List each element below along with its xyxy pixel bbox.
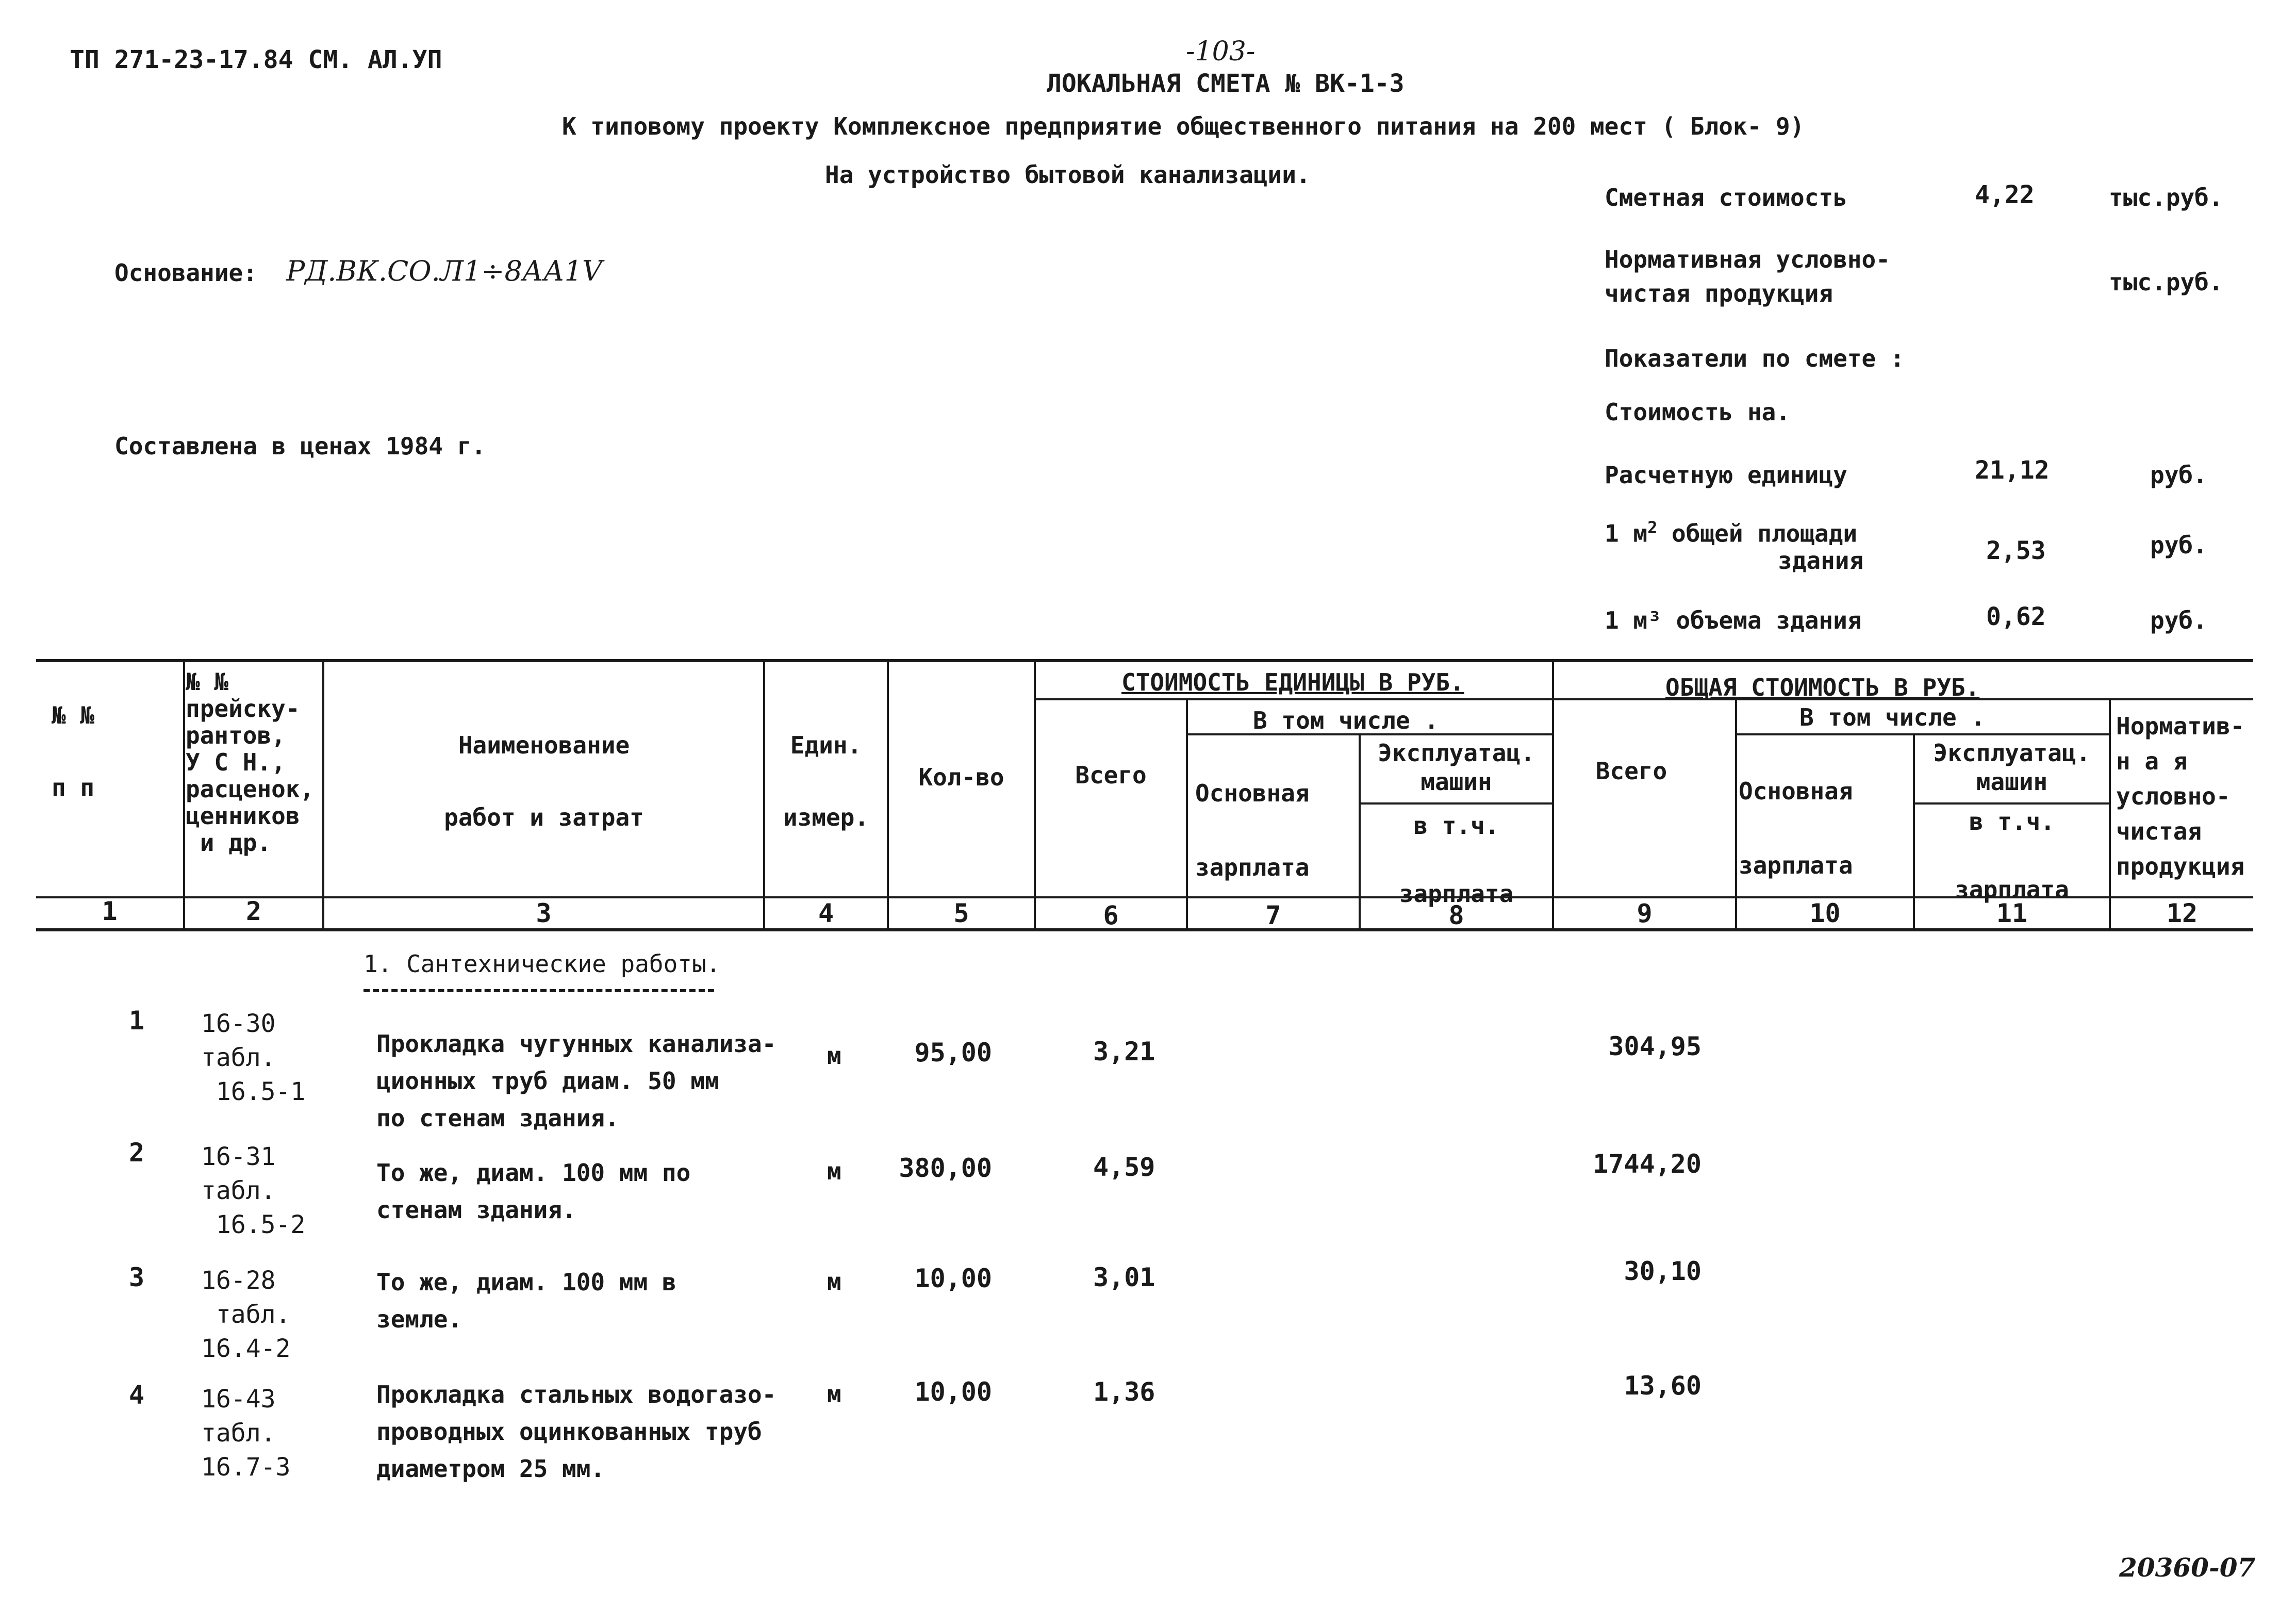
header-unit-total: Всего — [1075, 761, 1147, 789]
row-total: 13,60 — [1624, 1371, 1702, 1401]
row-pricelist-code: 16-28 табл. 16.4-2 — [201, 1266, 291, 1363]
per-unit-unit: руб. — [2150, 461, 2207, 489]
column-number: 5 — [953, 898, 969, 928]
estimated-cost-label: Сметная стоимость — [1605, 184, 1847, 211]
header-unit-machine-salary: в т.ч. зарплата — [1399, 812, 1514, 908]
total-cost-including-header: В том числе . — [1799, 703, 1986, 731]
table-rule — [1034, 698, 2253, 700]
document-subtitle: К типовому проекту Комплексное предприятие общественного питания на 200 мест ( Блок- 9) — [562, 112, 1805, 140]
row-unit-total: 4,59 — [1093, 1152, 1155, 1182]
table-column-rule — [2109, 699, 2111, 929]
column-number: 7 — [1265, 900, 1281, 930]
row-unit-total: 3,01 — [1093, 1262, 1155, 1292]
unit-cost-including-header: В том числе . — [1253, 707, 1439, 734]
header-pricelist: № № прейску- рантов, У С Н., расценок, ценников и др. — [186, 668, 315, 857]
column-number: 9 — [1637, 898, 1653, 928]
estimated-cost-unit: тыс.руб. — [2109, 184, 2223, 211]
row-number: 1 — [129, 1006, 145, 1036]
row-total: 1744,20 — [1593, 1149, 1702, 1179]
header-total-machine-salary: в т.ч. зарплата — [1955, 808, 2069, 904]
row-quantity: 10,00 — [914, 1264, 992, 1293]
unit-cost-group-header: СТОИМОСТЬ ЕДИНИЦЫ В РУБ. — [1121, 668, 1464, 696]
header-quantity: Кол-во — [918, 763, 1004, 791]
row-unit: м — [827, 1380, 841, 1408]
table-rule — [1359, 802, 1552, 805]
table-column-rule — [887, 661, 889, 929]
column-number: 11 — [1996, 898, 2028, 928]
column-number: 12 — [2166, 898, 2198, 928]
table-column-rule — [183, 661, 185, 929]
header-row-number: № № п п — [52, 701, 95, 801]
row-unit-total: 3,21 — [1093, 1037, 1155, 1066]
per-volume-label: 1 м³ объема здания — [1605, 606, 1862, 634]
header-total: Всего — [1595, 757, 1667, 785]
row-work-name: Прокладка стальных водогазо- проводных оцинкованных труб диаметром 25 мм. — [376, 1381, 777, 1483]
archive-stamp: 20360-07 — [2119, 1552, 2256, 1583]
per-area-label: 1 $м^2$ общей площади — [1605, 518, 1858, 548]
header-unit-machine-operation: Эксплуатац. машин — [1378, 739, 1535, 796]
section-title: 1. Сантехнические работы. — [364, 950, 721, 978]
header-total-base-salary: Основная зарплата — [1739, 777, 1853, 879]
header-normative-product: Норматив- н а я условно- чистая продукция — [2116, 712, 2245, 880]
table-column-rule — [1186, 699, 1188, 929]
row-quantity: 380,00 — [899, 1153, 992, 1183]
row-unit: м — [827, 1157, 841, 1185]
row-work-name: То же, диам. 100 мм по стенам здания. — [376, 1159, 691, 1224]
row-number: 3 — [129, 1262, 145, 1292]
document-title: ЛОКАЛЬНАЯ СМЕТА № ВК-1-3 — [1047, 69, 1405, 98]
table-rule — [1735, 733, 2109, 735]
row-work-name: Прокладка чугунных канализа- ционных труб диам. 50 мм по стенам здания. — [376, 1030, 777, 1132]
row-quantity: 95,00 — [914, 1038, 992, 1068]
page-number: -103- — [1186, 36, 1256, 67]
per-unit-label: Расчетную единицу — [1605, 461, 1847, 489]
section-title-underline — [364, 989, 714, 992]
per-area-label-2: здания — [1778, 547, 1864, 575]
row-unit-total: 1,36 — [1093, 1377, 1155, 1407]
per-unit-value: 21,12 — [1975, 456, 2050, 485]
basis-value: РД.ВК.СО.Л1÷8АА1V — [286, 255, 602, 287]
estimated-cost-value: 4,22 — [1975, 181, 2035, 209]
cost-per-label: Стоимость на. — [1605, 398, 1791, 426]
row-pricelist-code: 16-30 табл. 16.5-1 — [201, 1009, 306, 1106]
row-number: 2 — [129, 1138, 145, 1168]
row-total: 30,10 — [1624, 1256, 1702, 1286]
per-volume-value: 0,62 — [1986, 602, 2046, 631]
per-area-unit: руб. — [2150, 531, 2207, 559]
column-number: 1 — [102, 896, 118, 926]
column-number: 6 — [1103, 900, 1119, 930]
table-column-rule — [1552, 661, 1554, 929]
header-work-name: Наименование работ и затрат — [444, 731, 644, 831]
row-unit: м — [827, 1042, 841, 1070]
table-column-rule — [1034, 661, 1036, 929]
table-top-rule — [36, 659, 2253, 662]
document-purpose: На устройство бытовой канализации. — [825, 161, 1311, 189]
column-number: 2 — [245, 896, 262, 926]
column-number: 3 — [536, 898, 552, 928]
indicators-label: Показатели по смете : — [1605, 344, 1905, 372]
row-number: 4 — [129, 1380, 145, 1410]
per-area-value: 2,53 — [1986, 536, 2046, 565]
table-column-rule — [322, 661, 324, 929]
normative-product-unit: тыс.руб. — [2109, 268, 2223, 296]
row-pricelist-code: 16-43 табл. 16.7-3 — [201, 1385, 291, 1482]
per-volume-unit: руб. — [2150, 606, 2207, 634]
total-cost-group-header: ОБЩАЯ СТОИМОСТЬ В РУБ. — [1665, 674, 1980, 701]
row-total: 304,95 — [1608, 1031, 1702, 1061]
row-quantity: 10,00 — [914, 1377, 992, 1407]
document-reference: ТП 271-23-17.84 СМ. АЛ.УП — [70, 45, 442, 74]
column-number: 8 — [1448, 900, 1464, 930]
column-number: 10 — [1809, 898, 1841, 928]
normative-product-label: Нормативная условно- чистая продукция — [1605, 245, 1890, 307]
table-column-rule — [1735, 699, 1737, 929]
prices-note: Составлена в ценах 1984 г. — [114, 432, 486, 460]
row-pricelist-code: 16-31 табл. 16.5-2 — [201, 1142, 306, 1239]
header-unit: Един. измер. — [783, 731, 869, 831]
column-number: 4 — [818, 898, 834, 928]
row-work-name: То же, диам. 100 мм в земле. — [376, 1268, 676, 1333]
row-unit: м — [827, 1268, 841, 1295]
header-unit-base-salary: Основная зарплата — [1195, 779, 1310, 881]
header-total-machine-operation: Эксплуатац. машин — [1933, 739, 2091, 796]
basis-label: Основание: — [114, 259, 257, 287]
